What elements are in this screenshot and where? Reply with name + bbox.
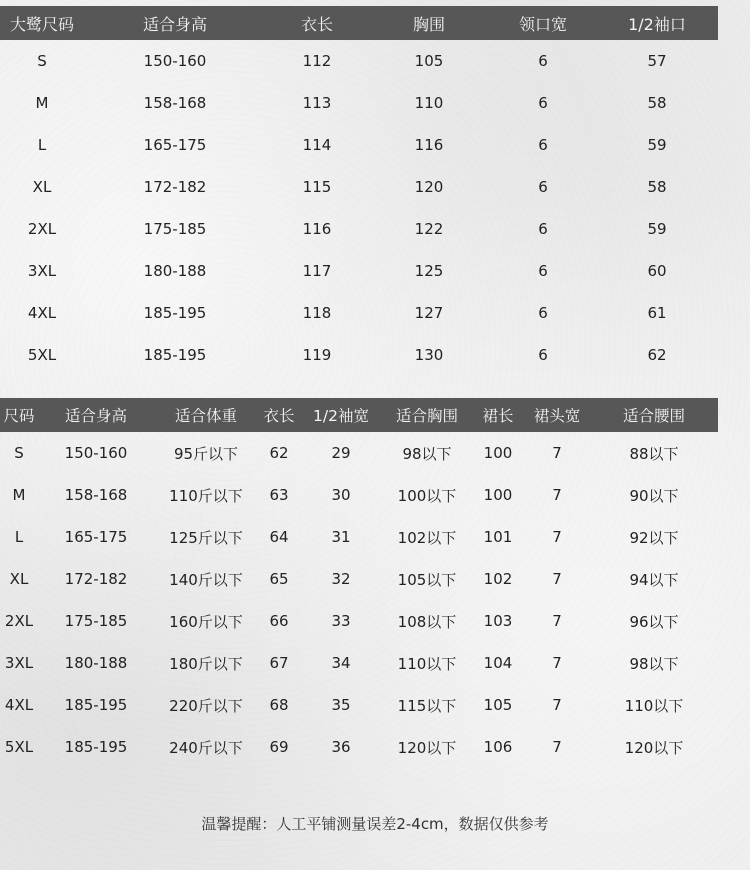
table-cell: 6 [538,136,548,154]
table-row [0,432,718,474]
table-cell: 2XL [27,220,57,238]
table-cell: 115以下 [397,696,457,715]
table-cell: L [37,136,47,154]
table-cell: 117 [302,262,332,280]
table-cell: 31 [331,528,351,546]
table-cell: 220斤以下 [169,696,243,715]
table-cell: L [14,528,24,546]
table-cell: 102 [483,570,513,588]
table-row [0,726,718,768]
table-cell: 119 [302,346,332,364]
table-row [0,474,718,516]
table-cell: 32 [331,570,351,588]
table-cell: 6 [538,304,548,322]
table-cell: 115 [302,178,332,196]
table-header-row [0,6,718,40]
table-row [0,166,718,208]
table-cell: 113 [302,94,332,112]
table-cell: 116 [302,220,332,238]
table-header-row [0,398,718,432]
table-cell: 120 [414,178,444,196]
table-row [0,250,718,292]
header-height: 适合身高 [38,398,154,432]
table-cell: 172-182 [64,570,128,588]
header-height: 适合身高 [84,6,266,40]
table-cell: 30 [331,486,351,504]
table-cell: 116 [414,136,444,154]
table-cell: 110斤以下 [169,486,243,505]
table-cell: S [37,52,47,70]
table-cell: 58 [647,94,667,112]
table-cell: 112 [302,52,332,70]
table-cell: 185-195 [64,696,128,714]
table-cell: 120以下 [397,738,457,757]
table-cell: 180-188 [64,654,128,672]
table-row [0,208,718,250]
header-waistband: 裙头宽 [524,398,590,432]
table-cell: 36 [331,738,351,756]
table-cell: 59 [647,136,667,154]
table-cell: 105 [414,52,444,70]
table-cell: 150-160 [64,444,128,462]
table-cell: 95斤以下 [173,444,239,463]
table-cell: 106 [483,738,513,756]
table-cell: 103 [483,612,513,630]
table-cell: 6 [538,262,548,280]
header-length: 衣长 [266,6,368,40]
table-cell: 58 [647,178,667,196]
bottom-size-table [0,398,718,768]
table-cell: 59 [647,220,667,238]
table-cell: M [35,94,49,112]
table-cell: 100 [483,444,513,462]
table-row [0,124,718,166]
table-cell: 4XL [27,304,57,322]
header-size: 大鹭尺码 [0,6,84,40]
table-cell: 5XL [4,738,34,756]
header-size: 尺码 [0,398,38,432]
table-cell: 90以下 [629,486,679,505]
table-cell: 100以下 [397,486,457,505]
table-cell: 125斤以下 [169,528,243,547]
top-size-table [0,6,718,376]
table-row [0,558,718,600]
table-row [0,642,718,684]
table-cell: 130 [414,346,444,364]
table-cell: 65 [269,570,289,588]
table-cell: 102以下 [397,528,457,547]
header-skirt-length: 裙长 [472,398,524,432]
table-cell: 104 [483,654,513,672]
table-cell: 7 [552,528,562,546]
header-length: 衣长 [258,398,300,432]
table-cell: 66 [269,612,289,630]
table-row [0,292,718,334]
table-cell: 172-182 [143,178,207,196]
table-cell: 3XL [4,654,34,672]
header-half-sleeve: 1/2袖宽 [300,398,382,432]
table-cell: 125 [414,262,444,280]
table-cell: 120以下 [624,738,684,757]
table-cell: 114 [302,136,332,154]
table-cell: 63 [269,486,289,504]
table-cell: 6 [538,178,548,196]
table-cell: 62 [269,444,289,462]
table-cell: 7 [552,486,562,504]
table-cell: 158-168 [143,94,207,112]
table-row [0,516,718,558]
header-half-cuff: 1/2袖口 [596,6,718,40]
table-cell: 5XL [27,346,57,364]
table-cell: 185-195 [64,738,128,756]
table-cell: 29 [331,444,351,462]
header-waist: 适合腰围 [590,398,718,432]
table-cell: 127 [414,304,444,322]
table-cell: 105 [483,696,513,714]
table-cell: M [12,486,26,504]
table-row [0,684,718,726]
table-cell: 110 [414,94,444,112]
table-cell: 98以下 [402,444,452,463]
table-cell: 35 [331,696,351,714]
table-cell: 158-168 [64,486,128,504]
table-cell: 67 [269,654,289,672]
table-cell: 64 [269,528,289,546]
table-cell: 4XL [4,696,34,714]
table-cell: 165-175 [64,528,128,546]
table-cell: 62 [647,346,667,364]
table-cell: 94以下 [629,570,679,589]
table-cell: 2XL [4,612,34,630]
table-cell: 92以下 [629,528,679,547]
table-cell: 175-185 [64,612,128,630]
table-cell: S [14,444,24,462]
table-cell: 185-195 [143,304,207,322]
table-cell: 6 [538,94,548,112]
table-cell: 68 [269,696,289,714]
table-cell: 96以下 [629,612,679,631]
header-chest: 胸围 [368,6,490,40]
table-cell: 6 [538,346,548,364]
table-cell: 7 [552,612,562,630]
table-cell: 122 [414,220,444,238]
table-cell: 100 [483,486,513,504]
table-cell: 34 [331,654,351,672]
table-cell: 108以下 [397,612,457,631]
measurement-note: 温馨提醒：人工平铺测量误差2-4cm，数据仅供参考 [201,815,549,833]
table-cell: 110以下 [397,654,457,673]
table-cell: 7 [552,444,562,462]
table-cell: 33 [331,612,351,630]
table-cell: 88以下 [629,444,679,463]
table-cell: 180-188 [143,262,207,280]
table-cell: 185-195 [143,346,207,364]
table-row [0,82,718,124]
table-cell: 101 [483,528,513,546]
table-cell: 165-175 [143,136,207,154]
table-cell: 150-160 [143,52,207,70]
header-weight: 适合体重 [154,398,258,432]
table-cell: 118 [302,304,332,322]
table-cell: 60 [647,262,667,280]
table-cell: 57 [647,52,667,70]
table-cell: 175-185 [143,220,207,238]
table-cell: 6 [538,220,548,238]
table-cell: 7 [552,738,562,756]
table-cell: 240斤以下 [169,738,243,757]
table-cell: 7 [552,696,562,714]
header-neck-width: 领口宽 [490,6,596,40]
table-cell: XL [9,570,29,588]
table-row [0,334,718,376]
table-cell: 3XL [27,262,57,280]
table-row [0,600,718,642]
table-cell: 140斤以下 [169,570,243,589]
table-row [0,40,718,82]
table-cell: 105以下 [397,570,457,589]
table-cell: 6 [538,52,548,70]
table-cell: 98以下 [629,654,679,673]
table-cell: 160斤以下 [169,612,243,631]
table-cell: 61 [647,304,667,322]
table-cell: 110以下 [624,696,684,715]
table-cell: 69 [269,738,289,756]
table-cell: 7 [552,570,562,588]
table-cell: 7 [552,654,562,672]
header-chest: 适合胸围 [382,398,472,432]
table-cell: XL [32,178,52,196]
table-cell: 180斤以下 [169,654,243,673]
